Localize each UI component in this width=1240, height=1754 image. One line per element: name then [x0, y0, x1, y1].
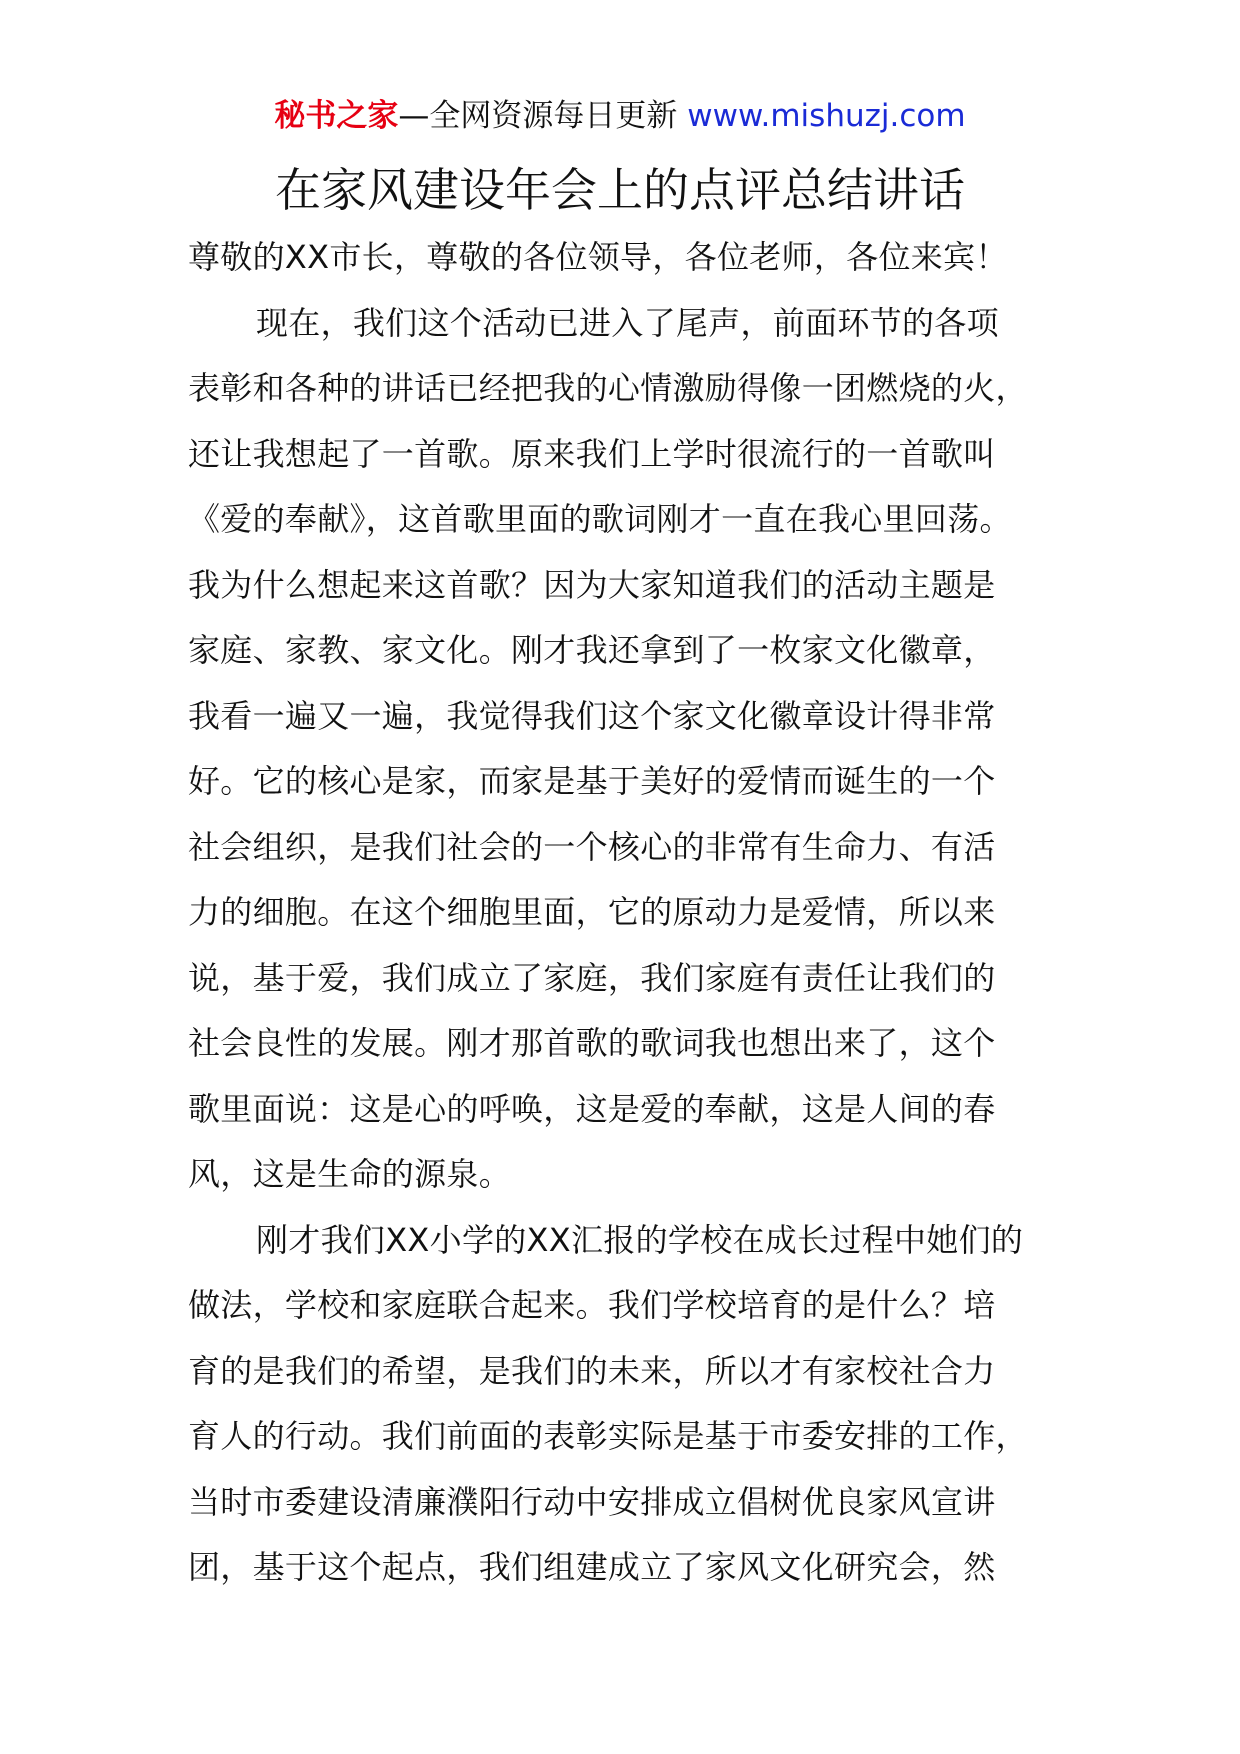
- document-body: [188, 225, 1068, 1601]
- text-line: 《爱的奉献》，这首歌里面的歌词刚才一直在我心里回荡。: [188, 500, 1012, 538]
- text-line: 社会良性的发展。刚才那首歌的歌词我也想出来了，这个: [188, 1024, 996, 1062]
- site-header: [0, 96, 1240, 136]
- text-line: 育的是我们的希望，是我们的未来，所以才有家校社合力: [188, 1351, 996, 1390]
- text-line: 还让我想起了一首歌。原来我们上学时很流行的一首歌叫: [188, 434, 996, 473]
- site-url-link[interactable]: www.mishuzj.com: [687, 98, 966, 134]
- text-line: 尊敬的XX市长，尊敬的各位领导，各位老师，各位来宾！: [188, 238, 1008, 276]
- text-line: 我为什么想起来这首歌？因为大家知道我们的活动主题是: [188, 565, 996, 604]
- site-brand: 秘书之家: [274, 98, 399, 134]
- text-line: 团，基于这个起点，我们组建成立了家风文化研究会，然: [188, 1548, 996, 1586]
- document-title: 在家风建设年会上的点评总结讲话: [275, 163, 965, 217]
- text-line: 现在，我们这个活动已进入了尾声，前面环节的各项: [256, 303, 999, 342]
- text-line: 当时市委建设清廉濮阳行动中安排成立倡树优良家风宣讲: [188, 1482, 996, 1521]
- text-line: 社会组织，是我们社会的一个核心的非常有生命力、有活: [188, 827, 996, 866]
- text-line: 育人的行动。我们前面的表彰实际是基于市委安排的工作，: [188, 1417, 1028, 1455]
- text-line: 刚才我们XX小学的XX汇报的学校在成长过程中她们的: [256, 1220, 1024, 1259]
- text-line: 做法，学校和家庭联合起来。我们学校培育的是什么？培: [188, 1286, 996, 1324]
- text-line: 风，这是生命的源泉。: [188, 1155, 512, 1193]
- text-line: 力的细胞。在这个细胞里面，它的原动力是爱情，所以来: [188, 893, 996, 931]
- text-line: 好。它的核心是家，而家是基于美好的爱情而诞生的一个: [188, 762, 996, 800]
- text-line: 我看一遍又一遍，我觉得我们这个家文化徽章设计得非常: [188, 696, 996, 735]
- text-line: 表彰和各种的讲话已经把我的心情激励得像一团燃烧的火，: [188, 369, 1028, 407]
- text-line: 歌里面说：这是心的呼唤，这是爱的奉献，这是人间的春: [188, 1089, 996, 1128]
- text-line: 家庭、家教、家文化。刚才我还拿到了一枚家文化徽章，: [188, 631, 996, 669]
- text-line: 说，基于爱，我们成立了家庭，我们家庭有责任让我们的: [188, 958, 996, 997]
- site-slogan: —全网资源每日更新: [398, 98, 688, 134]
